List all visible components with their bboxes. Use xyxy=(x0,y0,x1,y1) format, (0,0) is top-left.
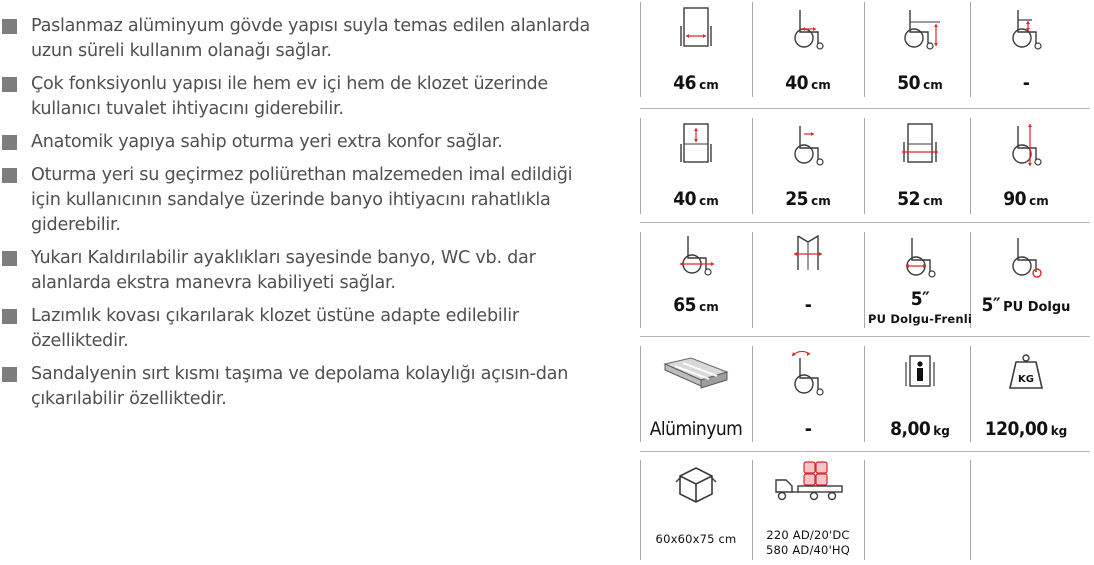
spec-value: 5″ xyxy=(910,288,930,310)
bullet-square xyxy=(2,135,17,150)
max-load-icon xyxy=(970,352,1082,400)
spec-cell-overall-length xyxy=(640,232,752,336)
spec-subvalue: PU Dolgu-Frenli xyxy=(867,312,972,326)
feature-item xyxy=(0,304,600,354)
feature-item xyxy=(0,72,600,122)
grid-line xyxy=(640,451,1090,452)
feature-item xyxy=(0,14,600,64)
spec-cell-rear-wheel xyxy=(970,232,1082,336)
overall-width-icon xyxy=(864,122,976,170)
rear-wheel-icon xyxy=(970,234,1082,282)
spec-value: 65 cm xyxy=(673,294,719,316)
spec-cell-max-load xyxy=(970,346,1082,450)
spec-cell-armrest-height xyxy=(970,0,1082,108)
spec-cell-front-wheel xyxy=(864,232,976,336)
feature-text: Paslanmaz alüminyum gövde yapısı suyla temas edilen alanlarda uzun süreli kullanım olanağı sağlar. xyxy=(31,16,591,61)
overall-length-icon xyxy=(640,232,752,280)
spec-value: 25 cm xyxy=(785,188,831,210)
spec-value: Alüminyum xyxy=(649,418,743,440)
spec-cell-overall-height xyxy=(970,118,1082,222)
feature-item xyxy=(0,246,600,296)
front-wheel-icon xyxy=(864,234,976,282)
spec-cell-package xyxy=(640,460,752,560)
feature-list xyxy=(0,14,600,420)
spec-value: 40 cm xyxy=(785,72,831,94)
seat-width-icon xyxy=(640,6,752,54)
feature-item xyxy=(0,362,600,412)
bullet-square xyxy=(2,168,17,183)
feature-text: Oturma yeri su geçirmez poliürethan malzemeden imal edildiği için kullanıcının sandalye üzerinde banyo ihtiyacını rahatlıkla giderebilir. xyxy=(31,165,573,235)
overall-height-icon xyxy=(970,122,1082,170)
grid-line xyxy=(640,108,1090,109)
spec-value: 5″ PU Dolgu xyxy=(981,294,1071,316)
spec-value: 90 cm xyxy=(1003,188,1049,210)
spec-value: 52 cm xyxy=(897,188,943,210)
bullet-square xyxy=(2,77,17,92)
spec-value: - xyxy=(804,418,812,440)
spec-value: 60x60x75 cm xyxy=(655,532,737,546)
spec-cell-seat-width xyxy=(640,0,752,108)
bullet-square xyxy=(2,367,17,382)
bullet-square xyxy=(2,19,17,34)
spec-value-line2: 580 AD/40'HQ xyxy=(765,543,851,557)
spec-value: 40 cm xyxy=(673,188,719,210)
spec-cell-seat-height xyxy=(864,0,976,108)
box-icon xyxy=(640,464,752,512)
spec-cell-folded-width xyxy=(752,232,864,336)
spec-cell-frame-material xyxy=(640,346,752,450)
bullet-square xyxy=(2,309,17,324)
grid-line xyxy=(640,222,1090,223)
spec-value: 8,00 kg xyxy=(890,418,950,440)
grid-line xyxy=(640,336,1090,337)
spec-value-line1: 220 AD/20'DC xyxy=(766,528,850,542)
spec-cell-container xyxy=(752,460,864,560)
frame-material-icon xyxy=(640,352,752,400)
grid-line xyxy=(970,460,971,560)
spec-cell-seat-length xyxy=(640,118,752,222)
net-weight-icon xyxy=(864,352,976,400)
armrest-height-icon xyxy=(970,6,1082,54)
feature-text: Sandalyenin sırt kısmı taşıma ve depolama kolaylığı açısın-dan çıkarılabilir özelliktedir. xyxy=(31,364,569,409)
legrest-length-icon xyxy=(752,122,864,170)
spec-cell-legrest-length xyxy=(752,118,864,222)
feature-text: Çok fonksiyonlu yapısı ile hem ev içi hem de klozet üzerinde kullanıcı tuvalet ihtiyacını giderebilir. xyxy=(31,74,548,119)
spec-value: 120,00 kg xyxy=(984,418,1068,440)
seat-height-icon xyxy=(864,6,976,54)
feature-item xyxy=(0,130,600,155)
spec-value: - xyxy=(1022,72,1030,94)
feature-text: Yukarı Kaldırılabilir ayaklıkları sayesinde banyo, WC vb. dar alanlarda ekstra manevra kabiliyeti sağlar. xyxy=(31,248,536,293)
folded-width-icon xyxy=(752,232,864,280)
spec-cell-backrest-angle xyxy=(752,346,864,450)
truck-icon xyxy=(752,460,864,508)
seat-length-icon xyxy=(640,122,752,170)
grid-line xyxy=(864,460,865,560)
bullet-square xyxy=(2,251,17,266)
feature-item xyxy=(0,163,600,238)
spec-cell-net-weight xyxy=(864,346,976,450)
feature-text: Lazımlık kovası çıkarılarak klozet üstüne adapte edilebilir özelliktedir. xyxy=(31,306,519,351)
spec-value: - xyxy=(804,294,812,316)
spec-grid xyxy=(640,0,1090,565)
spec-value: 46 cm xyxy=(673,72,719,94)
spec-cell-seat-depth xyxy=(752,0,864,108)
seat-depth-icon xyxy=(752,6,864,54)
spec-cell-overall-width xyxy=(864,118,976,222)
kg-badge-text: KG xyxy=(1018,374,1034,385)
feature-text: Anatomik yapıya sahip oturma yeri extra konfor sağlar. xyxy=(31,132,503,152)
spec-value: 50 cm xyxy=(897,72,943,94)
backrest-angle-icon xyxy=(752,348,864,396)
